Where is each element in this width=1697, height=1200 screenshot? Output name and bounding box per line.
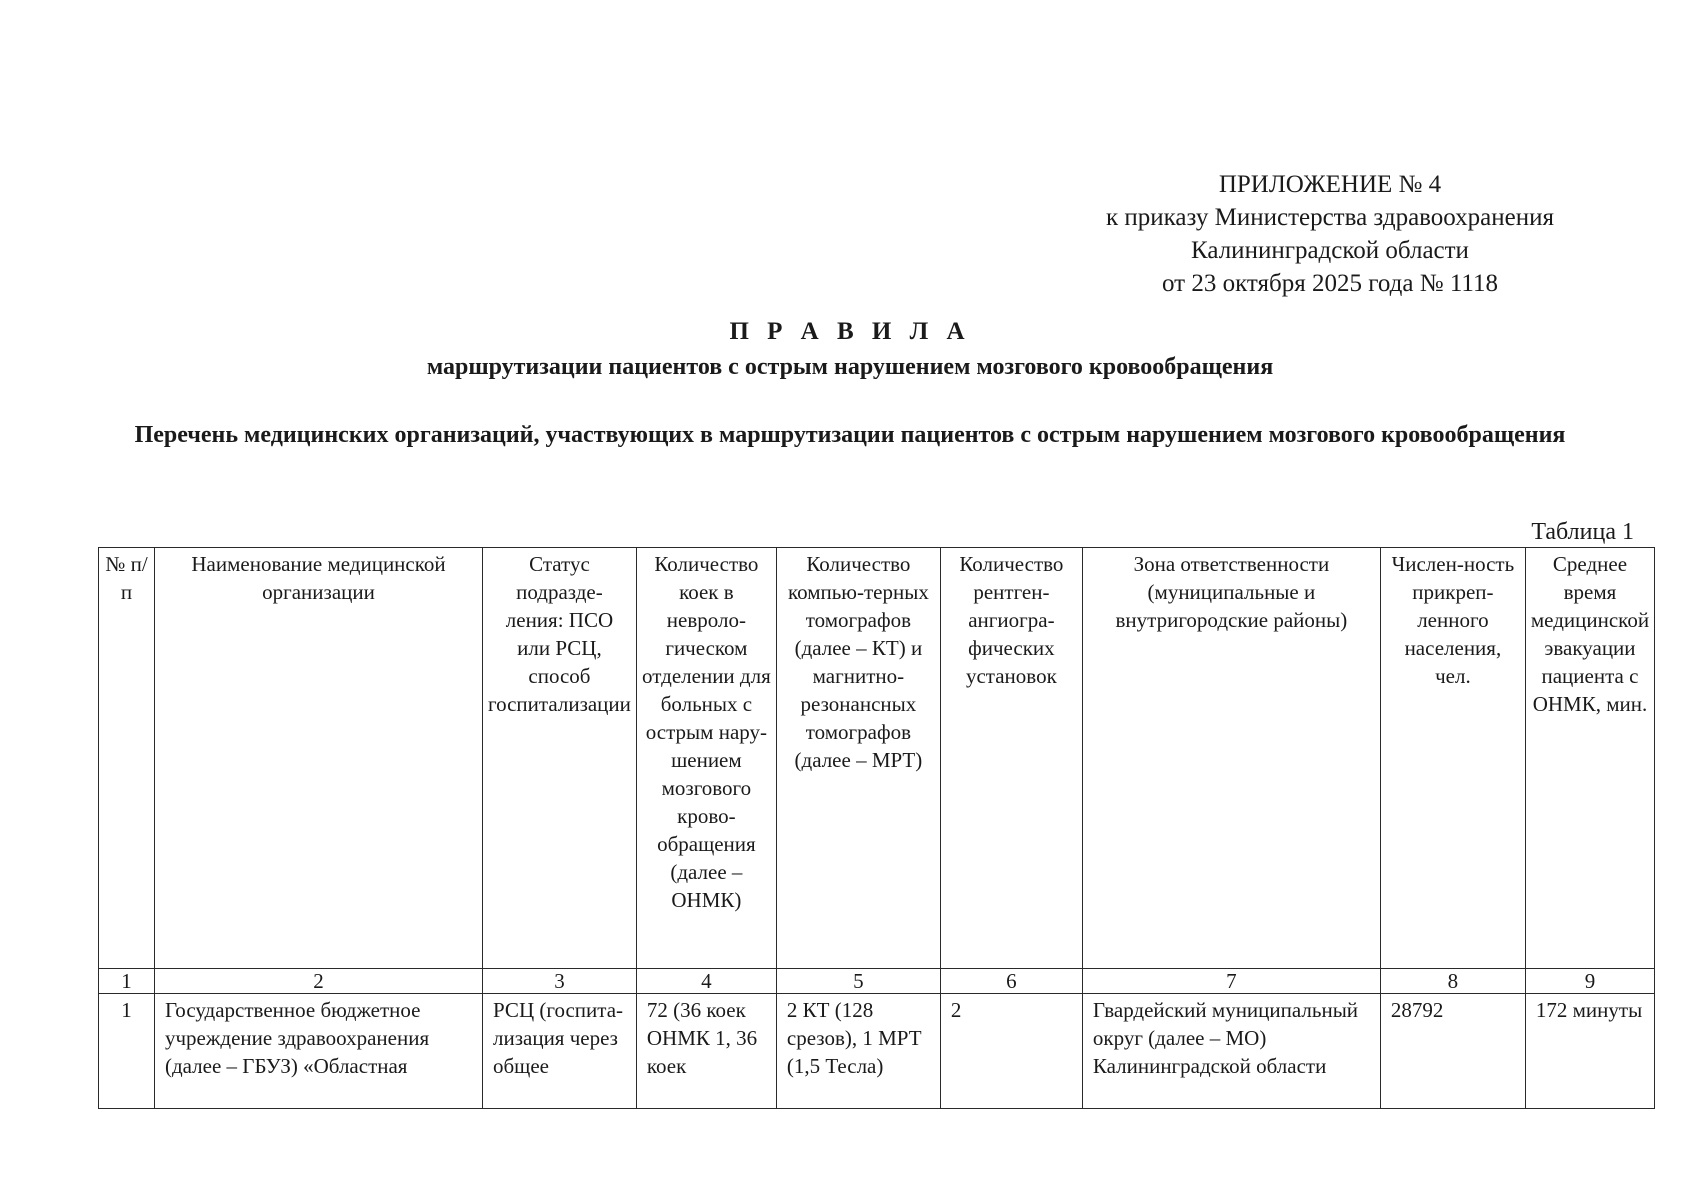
header-cell: Статус подразде-ления: ПСО или РСЦ, способ госпитализации (483, 548, 637, 969)
department-status: РСЦ (госпита-лизация через общее (483, 994, 637, 1109)
table-header-row (99, 548, 1655, 969)
column-number: 1 (99, 969, 155, 994)
column-number: 3 (483, 969, 637, 994)
document-title: П Р А В И Л А (729, 318, 971, 345)
column-number: 9 (1525, 969, 1654, 994)
appendix-region: Калининградской области (1191, 237, 1469, 264)
document-subtitle: маршрутизации пациентов с острым нарушением мозгового кровообращения (426, 354, 1274, 380)
table-caption: Таблица 1 (1531, 519, 1634, 545)
attached-population: 28792 (1380, 994, 1525, 1109)
organizations-table (98, 547, 1655, 1109)
appendix-order-ref: к приказу Министерства здравоохранения (1105, 204, 1555, 231)
bed-count: 72 (36 коек ОНМК 1, 36 коек (636, 994, 776, 1109)
table-row (99, 994, 1655, 1109)
header-cell: Зона ответственности (муниципальные и внутригородские районы) (1082, 548, 1380, 969)
column-number: 8 (1380, 969, 1525, 994)
appendix-date: от 23 октября 2025 года № 1118 (1162, 270, 1498, 297)
appendix-header (1000, 168, 1660, 300)
evacuation-time: 172 минуты (1525, 994, 1654, 1109)
angiography-count: 2 (940, 994, 1082, 1109)
header-cell: Количество компью-терных томографов (далее – КТ) и магнитно-резонансных томографов (далее – МРТ) (776, 548, 940, 969)
column-number: 2 (155, 969, 483, 994)
appendix-number: ПРИЛОЖЕНИЕ № 4 (1218, 171, 1442, 198)
column-number: 5 (776, 969, 940, 994)
header-cell: № п/п (99, 548, 155, 969)
header-cell: Среднее время медицинской эвакуации пациента с ОНМК, мин. (1525, 548, 1654, 969)
ct-mri-count: 2 КТ (128 срезов), 1 МРТ (1,5 Тесла) (776, 994, 940, 1109)
responsibility-zone: Гвардейский муниципальный округ (далее – МО) Калининградской области (1082, 994, 1380, 1109)
header-cell: Количество коек в невроло-гическом отделении для больных с острым нару-шением мозгового крово-обращения (далее – ОНМК) (636, 548, 776, 969)
organization-name: Государственное бюджетное учреждение здравоохранения (далее – ГБУЗ) «Областная (155, 994, 483, 1109)
column-number: 4 (636, 969, 776, 994)
column-number: 7 (1082, 969, 1380, 994)
header-cell: Наименование медицинской организации (155, 548, 483, 969)
row-number: 1 (99, 994, 155, 1109)
column-number-row (99, 969, 1655, 994)
header-cell: Количество рентген-ангиогра-фических установок (940, 548, 1082, 969)
column-number: 6 (940, 969, 1082, 994)
header-cell: Числен-ность прикреп-ленного населения, чел. (1380, 548, 1525, 969)
list-title: Перечень медицинских организаций, участвующих в маршрутизации пациентов с острым нарушением мозгового кровообращения (134, 422, 1566, 448)
